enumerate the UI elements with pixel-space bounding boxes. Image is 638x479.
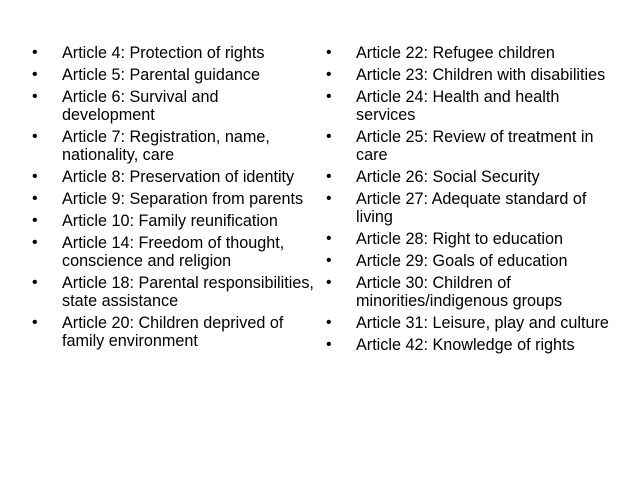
list-item [32, 190, 314, 208]
left-article-list [32, 44, 314, 354]
article-text: Article 4: Protection of rights [62, 44, 265, 62]
article-text: Article 26: Social Security [356, 168, 540, 186]
article-text: Article 5: Parental guidance [62, 66, 260, 84]
article-text: Article 42: Knowledge of rights [356, 336, 575, 354]
bullet-icon: • [32, 44, 38, 61]
bullet-icon: • [326, 336, 332, 353]
article-text: Article 27: Adequate standard of living [356, 190, 587, 226]
article-text: Article 18: Parental responsibilities, state assistance [62, 274, 314, 310]
article-text: Article 8: Preservation of identity [62, 168, 295, 186]
bullet-icon: • [32, 66, 38, 83]
article-text: Article 10: Family reunification [62, 212, 278, 230]
article-text: Article 29: Goals of education [356, 252, 568, 270]
list-item [32, 66, 314, 84]
bullet-icon: • [326, 274, 332, 291]
bullet-icon: • [32, 190, 38, 207]
list-item [32, 314, 314, 350]
bullet-icon: • [326, 66, 332, 83]
list-item [326, 314, 616, 332]
bullet-icon: • [32, 88, 38, 105]
list-item [32, 212, 314, 230]
list-item [32, 234, 314, 270]
article-text: Article 25: Review of treatment in care [356, 128, 594, 164]
bullet-icon: • [32, 212, 38, 229]
bullet-icon: • [326, 252, 332, 269]
bullet-icon: • [326, 88, 332, 105]
bullet-icon: • [326, 190, 332, 207]
article-text: Article 14: Freedom of thought, conscience and religion [62, 234, 285, 270]
bullet-icon: • [326, 230, 332, 247]
article-text: Article 24: Health and health services [356, 88, 560, 124]
article-text: Article 20: Children deprived of family environment [62, 314, 284, 350]
list-item [326, 190, 616, 226]
list-item [326, 66, 616, 84]
list-item [326, 44, 616, 62]
bullet-icon: • [32, 234, 38, 251]
article-text: Article 9: Separation from parents [62, 190, 304, 208]
bullet-icon: • [326, 128, 332, 145]
right-article-list [326, 44, 616, 358]
list-item [326, 128, 616, 164]
article-text: Article 6: Survival and development [62, 88, 219, 124]
article-text: Article 31: Leisure, play and culture [356, 314, 609, 332]
article-text: Article 22: Refugee children [356, 44, 555, 62]
list-item [326, 274, 616, 310]
bullet-icon: • [326, 314, 332, 331]
list-item [32, 168, 314, 186]
bullet-icon: • [326, 168, 332, 185]
bullet-icon: • [32, 314, 38, 331]
list-item [326, 88, 616, 124]
article-text: Article 28: Right to education [356, 230, 563, 248]
list-item [32, 44, 314, 62]
list-item [32, 88, 314, 124]
list-item [326, 230, 616, 248]
list-item [32, 128, 314, 164]
article-text: Article 23: Children with disabilities [356, 66, 606, 84]
article-text: Article 30: Children of minorities/indigenous groups [356, 274, 563, 310]
list-item [326, 168, 616, 186]
article-text: Article 7: Registration, name, nationality, care [62, 128, 270, 164]
bullet-icon: • [326, 44, 332, 61]
bullet-icon: • [32, 128, 38, 145]
bullet-icon: • [32, 168, 38, 185]
list-item [326, 252, 616, 270]
bullet-icon: • [32, 274, 38, 291]
list-item [32, 274, 314, 310]
list-item [326, 336, 616, 354]
